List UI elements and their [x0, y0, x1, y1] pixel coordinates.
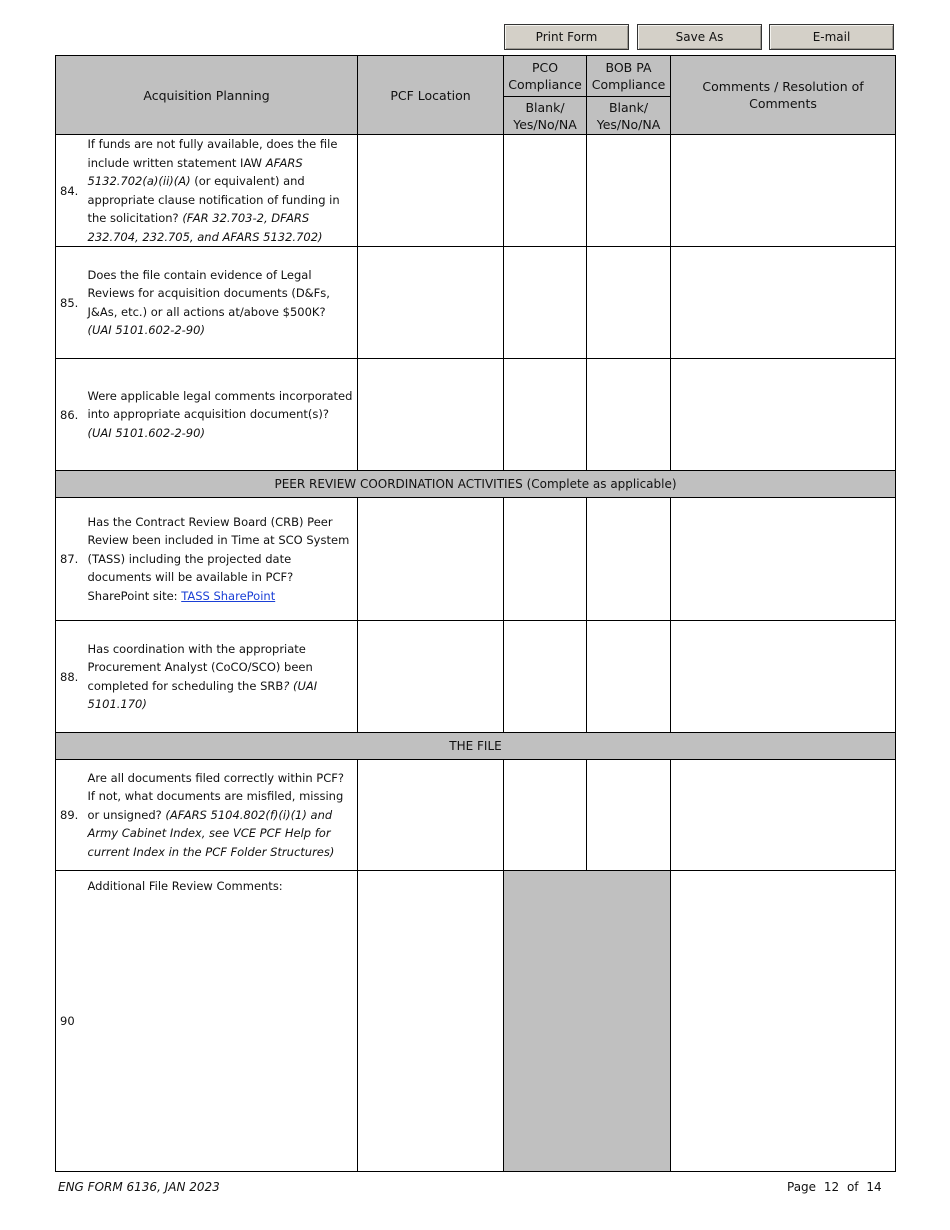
bob-compliance-field-88[interactable]: [587, 621, 671, 733]
table-row-84: [56, 135, 896, 247]
comments-field-89[interactable]: [671, 760, 896, 871]
disabled-compliance-area: [504, 871, 671, 1172]
question-87: Has the Contract Review Board (CRB) Peer Review been included in Time at SCO System (TASS) including the projected date documents will be available in PCF? SharePoint site: TASS SharePoint: [86, 498, 358, 621]
pcf-location-field-89[interactable]: [358, 760, 504, 871]
comments-field-86[interactable]: [671, 359, 896, 471]
form-number: ENG FORM 6136, JAN 2023: [58, 1180, 220, 1194]
save-as-button[interactable]: Save As: [637, 24, 762, 50]
table-row-90: [56, 871, 896, 1172]
question-89: Are all documents filed correctly within PCF? If not, what documents are misfiled, missing or unsigned? (AFARS 5104.802(f)(i)(1) and Army Cabinet Index, see VCE PCF Help for current Index in the PCF Folder Structures): [86, 760, 358, 871]
page-indicator: Page 12 of 14: [787, 1180, 882, 1194]
bob-compliance-field-86[interactable]: [587, 359, 671, 471]
row-number: 86.: [56, 359, 86, 471]
pco-compliance-field-84[interactable]: [504, 135, 587, 247]
row-number: 88.: [56, 621, 86, 733]
pco-compliance-field-87[interactable]: [504, 498, 587, 621]
comments-field-87[interactable]: [671, 498, 896, 621]
pcf-location-field-90[interactable]: [358, 871, 504, 1172]
pco-compliance-field-89[interactable]: [504, 760, 587, 871]
table-row-88: [56, 621, 896, 733]
header-pcf-location: PCF Location: [358, 56, 504, 135]
question-86: Were applicable legal comments incorporated into appropriate acquisition document(s)? (UAI 5101.602-2-90): [86, 359, 358, 471]
bob-compliance-field-84[interactable]: [587, 135, 671, 247]
pcf-location-field-84[interactable]: [358, 135, 504, 247]
print-form-button[interactable]: Print Form: [504, 24, 629, 50]
comments-field-88[interactable]: [671, 621, 896, 733]
header-pco-compliance: PCO Compliance: [504, 56, 587, 97]
pcf-location-field-87[interactable]: [358, 498, 504, 621]
row-number: 89.: [56, 760, 86, 871]
question-88: Has coordination with the appropriate Procurement Analyst (CoCO/SCO) been completed for scheduling the SRB? (UAI 5101.170): [86, 621, 358, 733]
bob-compliance-field-87[interactable]: [587, 498, 671, 621]
pco-compliance-field-85[interactable]: [504, 247, 587, 359]
table-row-86: [56, 359, 896, 471]
question-85: Does the file contain evidence of Legal Reviews for acquisition documents (D&Fs, J&As, etc.) or all actions at/above $500K? (UAI 5101.602-2-90): [86, 247, 358, 359]
bob-compliance-field-89[interactable]: [587, 760, 671, 871]
bob-compliance-field-85[interactable]: [587, 247, 671, 359]
table-row-85: [56, 247, 896, 359]
table-row-87: [56, 498, 896, 621]
row-number: 84.: [56, 135, 86, 247]
pcf-location-field-86[interactable]: [358, 359, 504, 471]
pcf-location-field-85[interactable]: [358, 247, 504, 359]
email-button[interactable]: E-mail: [769, 24, 894, 50]
pco-compliance-field-86[interactable]: [504, 359, 587, 471]
pco-compliance-field-88[interactable]: [504, 621, 587, 733]
row-number: 90: [56, 871, 86, 1172]
table-row-89: [56, 760, 896, 871]
comments-field-85[interactable]: [671, 247, 896, 359]
header-pco-blank: Blank/ Yes/No/NA: [504, 97, 587, 135]
question-84: If funds are not fully available, does the file include written statement IAW AFARS 5132.702(a)(ii)(A) (or equivalent) and appropriate clause notification of funding in the solicitation? (FAR 32.703-2, DFARS 232.704, 232.705, and AFARS 5132.702): [86, 135, 358, 247]
section-peer-review: PEER REVIEW COORDINATION ACTIVITIES (Complete as applicable): [56, 471, 896, 498]
comments-field-90[interactable]: [671, 871, 896, 1172]
comments-field-84[interactable]: [671, 135, 896, 247]
section-the-file: THE FILE: [56, 733, 896, 760]
tass-sharepoint-link[interactable]: TASS SharePoint: [181, 588, 276, 603]
row-number: 85.: [56, 247, 86, 359]
header-bob-pa-compliance: BOB PA Compliance: [587, 56, 671, 97]
header-acquisition-planning: Acquisition Planning: [56, 56, 358, 135]
pcf-location-field-88[interactable]: [358, 621, 504, 733]
header-comments: Comments / Resolution of Comments: [671, 56, 896, 135]
header-bob-blank: Blank/ Yes/No/NA: [587, 97, 671, 135]
additional-comments-label: Additional File Review Comments:: [86, 871, 358, 1172]
row-number: 87.: [56, 498, 86, 621]
checklist-table: [55, 55, 896, 1172]
